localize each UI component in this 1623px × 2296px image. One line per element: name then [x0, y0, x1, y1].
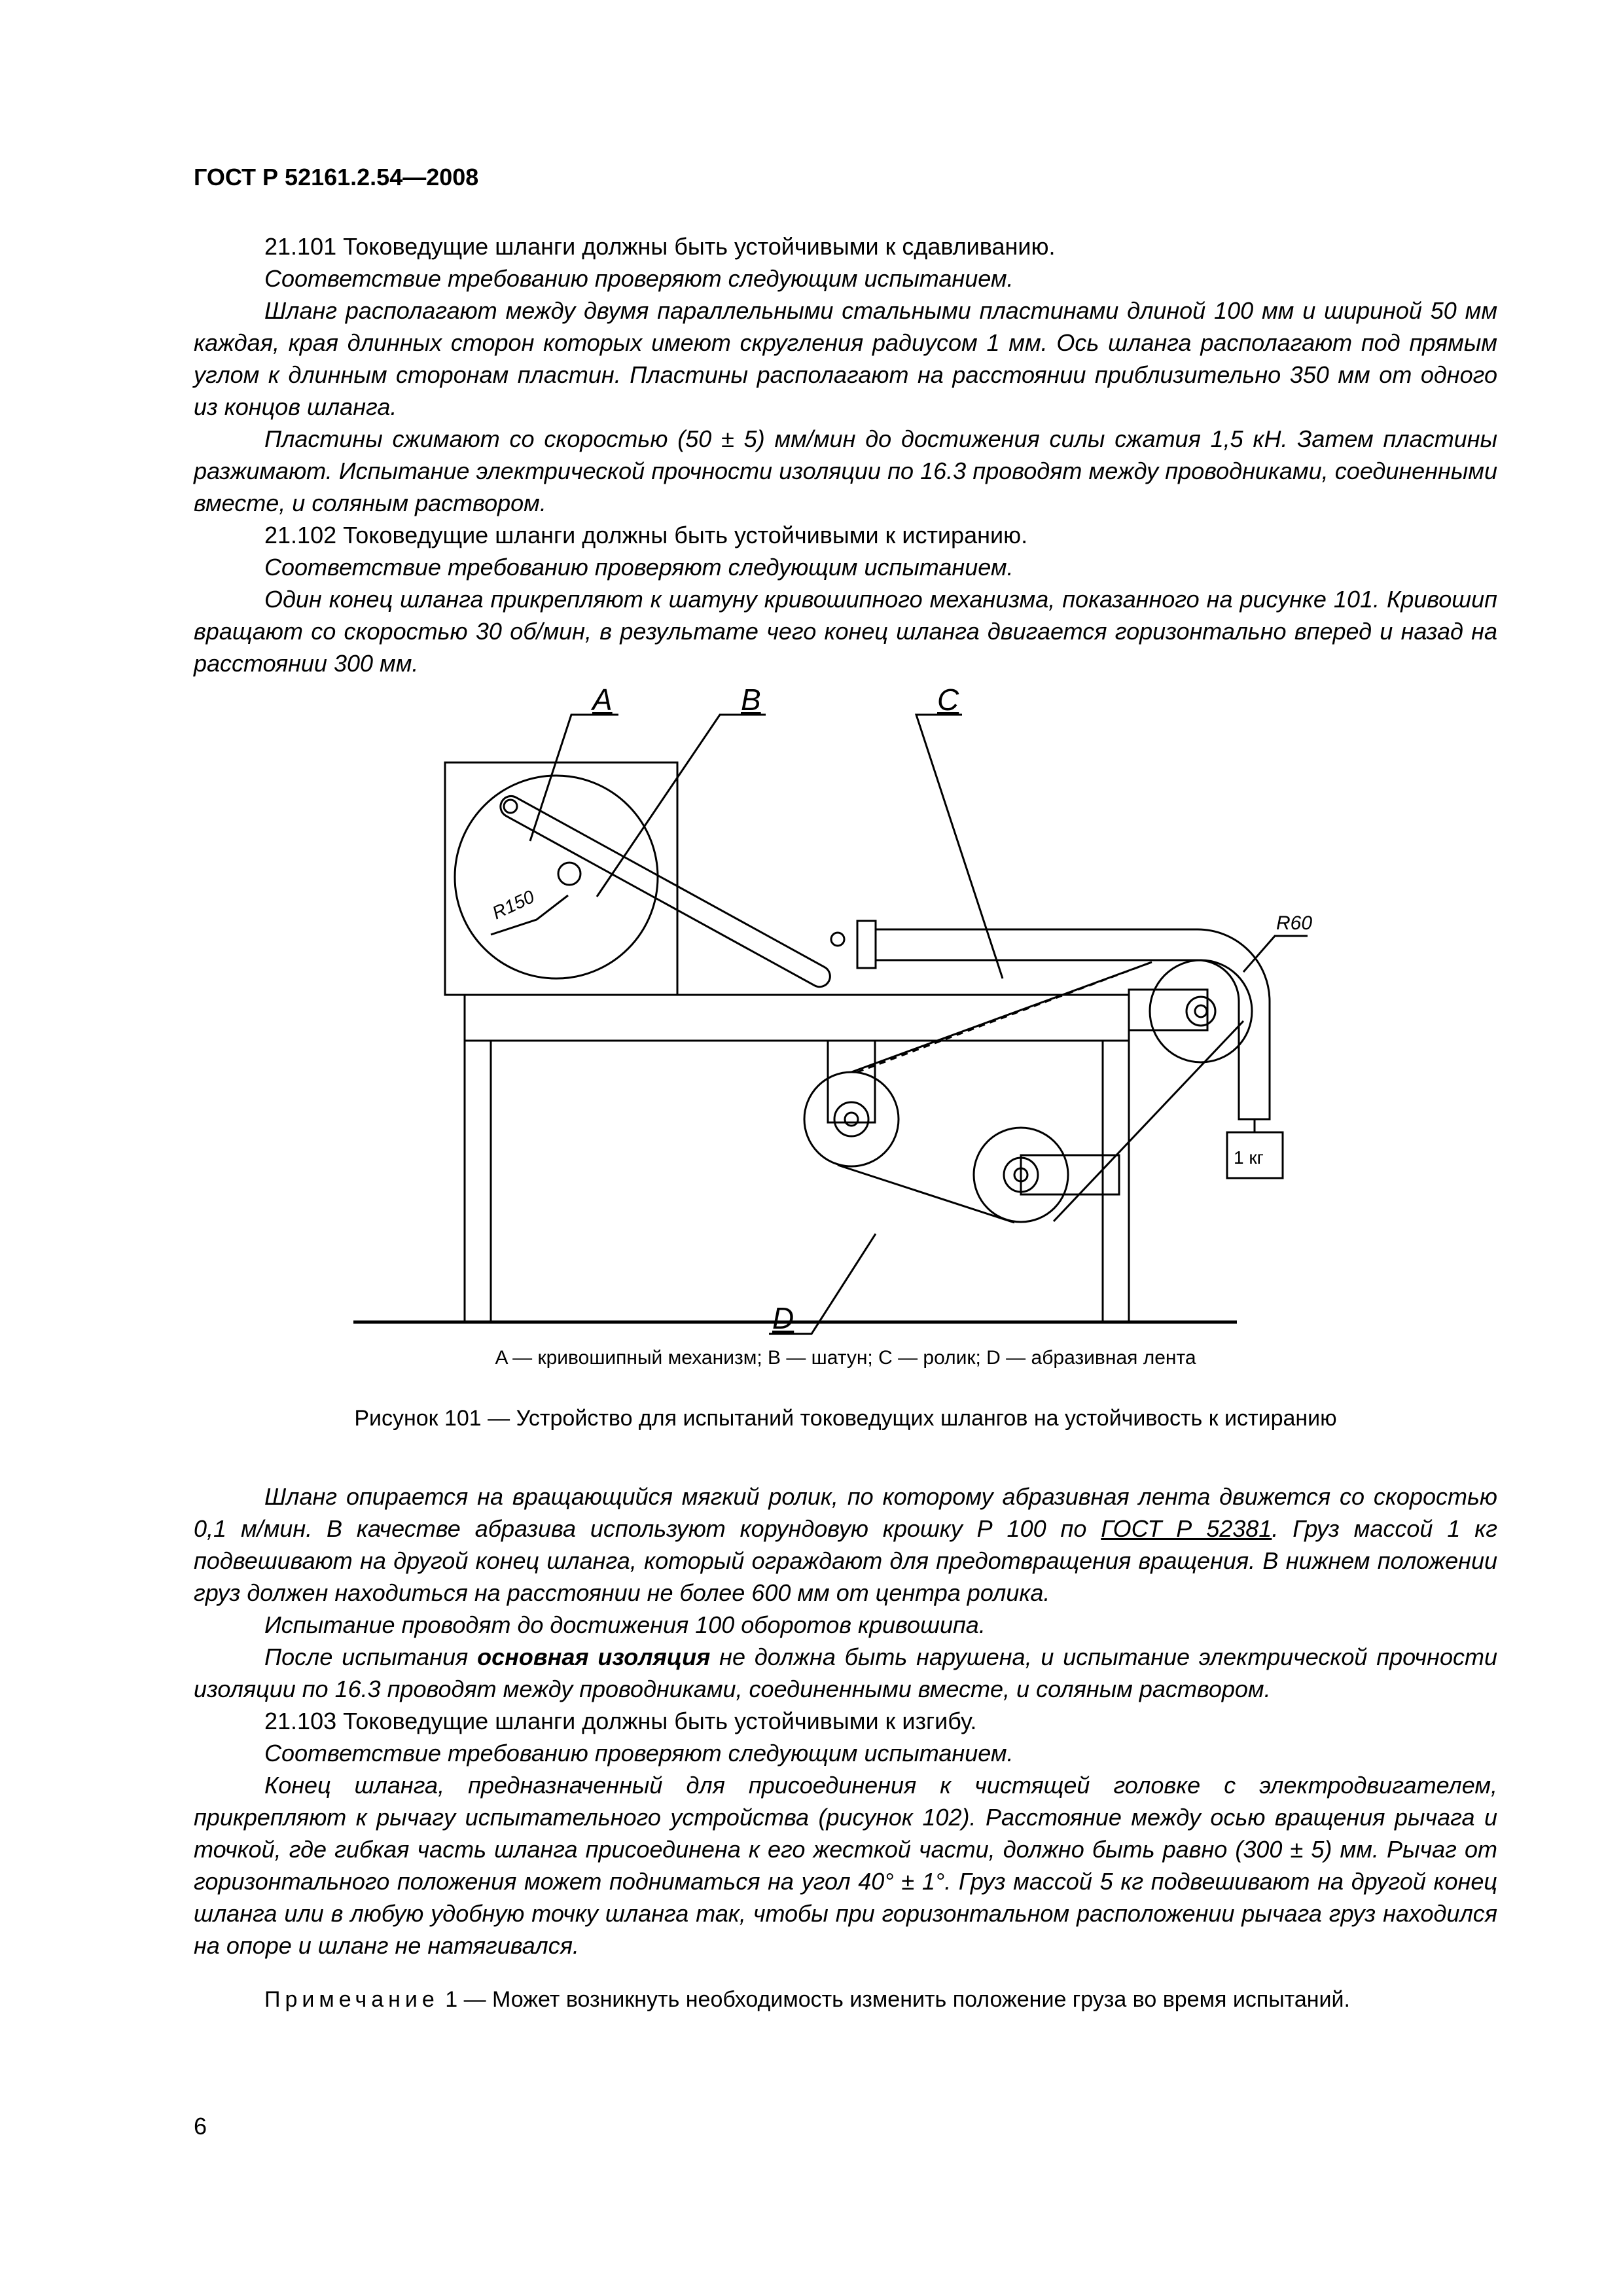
crank-housing — [445, 762, 677, 995]
label-a: A — [592, 683, 613, 717]
compliance-text: Соответствие требованию проверяют следующим испытанием. — [264, 265, 1014, 292]
test-description: Испытание проводят до достижения 100 оборотов кривошипа. — [264, 1611, 986, 1638]
test-description: Пластины сжимают со скоростью (50 ± 5) мм/мин до достижения силы сжатия 1,5 кН. Затем пластины разжимают. Испытание электрической прочности изоляции по 16.3 проводят между проводниками, соединенными вместе, и соляным раствором. — [194, 425, 1497, 516]
section-after-figure — [194, 1480, 1497, 2016]
compliance-text: Соответствие требованию проверяют следующим испытанием. — [264, 554, 1014, 581]
note-1: Примечание 1 — Может возникнуть необходимость изменить положение груза во время испытаний. — [264, 1987, 1350, 2012]
test-description: Шланг опирается на вращающийся мягкий ролик, по которому абразивная лента движется со скоростью 0,1 м/мин. В качестве абразива используют корундовую крошку Р 100 по ГОСТ Р 52381. Груз массой 1 кг подвешивают на другой конец шланга, который ограждают для предотвращения вращения. В нижнем положении груз должен находиться на расстоянии не более 600 мм от центра ролика. — [194, 1483, 1497, 1606]
page-number: 6 — [194, 2113, 207, 2140]
label-d: D — [772, 1301, 794, 1335]
crank-disc — [455, 776, 658, 978]
clause-21-103: 21.103 Токоведущие шланги должны быть устойчивыми к изгибу. — [264, 1708, 977, 1734]
leader-b — [597, 715, 766, 897]
test-description: Конец шланга, предназначенный для присоединения к чистящей головке с электродвигателем, прикрепляют к рычагу испытательного устройства (рисунок 102). Расстояние между осью вращения рычага и точкой, где гибкая часть шланга присоединена к его жесткой части, должно быть равно (300 ± 5) мм. Рычаг от горизонтального положения может подниматься на угол 40° ± 1°. Груз массой 5 кг подвешивают на другой конец шланга или в любую удобную точку шланга так, чтобы при горизонтальном расположении рычага груз находился на опоре и шланг не натягивался. — [194, 1772, 1497, 1959]
connecting-rod — [497, 793, 834, 991]
document-header: ГОСТ Р 52161.2.54—2008 — [194, 164, 479, 190]
crank-hub — [558, 863, 580, 885]
test-description: Один конец шланга прикрепляют к шатуну кривошипного механизма, показанного на рисунке 101. Кривошип вращают со скоростью 30 об/мин, в результате чего конец шланга двигается горизонтально вперед и назад на расстоянии 300 мм. — [194, 586, 1497, 677]
table-leg-left — [465, 1041, 491, 1322]
roller-c — [1150, 960, 1252, 1062]
table-top — [465, 995, 1129, 1041]
table-leg-right — [1103, 1041, 1129, 1322]
gost-link[interactable]: ГОСТ Р 52381 — [1101, 1515, 1272, 1542]
figure-legend: A — кривошипный механизм; B — шатун; C — ролик; D — абразивная лента — [495, 1347, 1196, 1369]
compliance-text: Соответствие требованию проверяют следующим испытанием. — [264, 1740, 1014, 1767]
leader-c — [916, 715, 1003, 978]
weight-label: 1 кг — [1234, 1147, 1264, 1168]
figure-caption: Рисунок 101 — Устройство для испытаний токоведущих шлангов на устойчивость к истиранию — [354, 1406, 1337, 1431]
hose-clamp — [857, 921, 876, 968]
pulley-left — [804, 1072, 899, 1166]
clause-21-102: 21.102 Токоведущие шланги должны быть устойчивыми к истиранию. — [264, 522, 1028, 548]
test-description: После испытания основная изоляция не должна быть нарушена, и испытание электрической прочности изоляции по 16.3 проводят между проводниками, соединенными вместе, и соляным раствором. — [194, 1643, 1497, 1702]
section-compression — [194, 230, 1497, 679]
label-r150: R150 — [489, 886, 538, 924]
label-c: C — [937, 683, 959, 717]
label-r60: R60 — [1276, 912, 1313, 934]
figure-101-diagram — [340, 674, 1322, 1342]
label-b: B — [741, 683, 761, 717]
clause-21-101: 21.101 Токоведущие шланги должны быть устойчивыми к сдавливанию. — [264, 233, 1056, 260]
test-description: Шланг располагают между двумя параллельными стальными пластинами длиной 100 мм и шириной 50 мм каждая, края длинных сторон которых имеют скругления радиусом 1 мм. Ось шланга располагают под прямым углом к длинным сторонам пластин. Пластины располагают на расстоянии приблизительно 350 мм от одного из концов шланга. — [194, 297, 1497, 420]
